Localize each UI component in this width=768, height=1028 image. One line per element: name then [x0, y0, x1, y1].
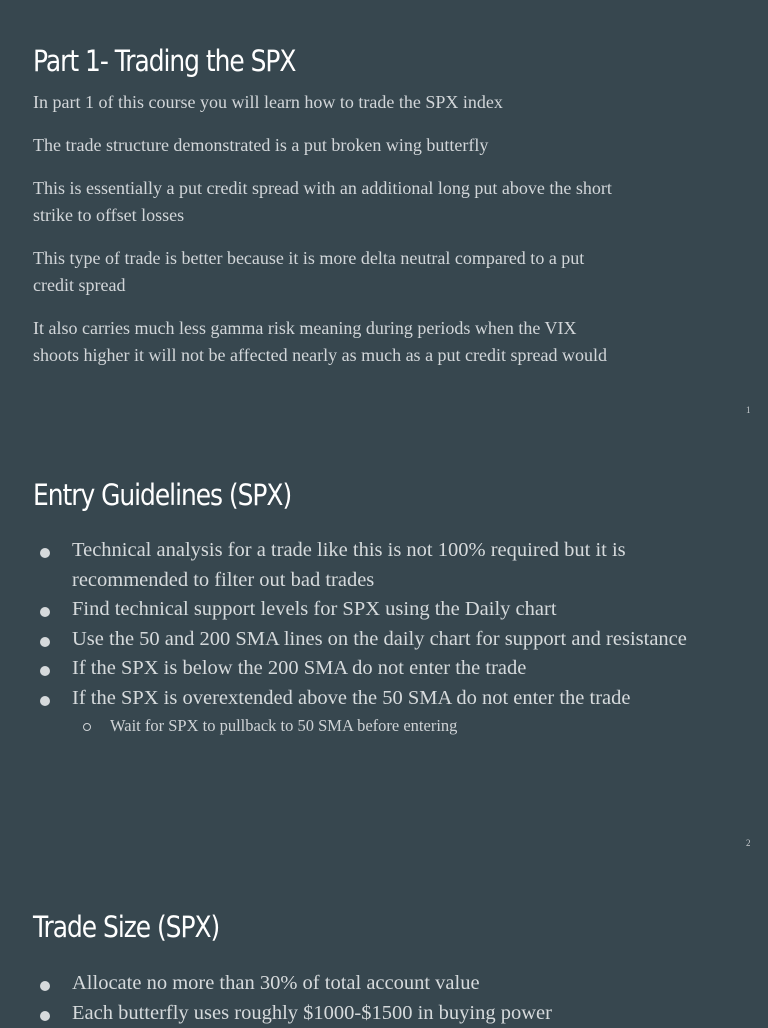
bullet-dot-icon — [40, 637, 50, 647]
list-item — [0, 684, 692, 714]
bullet-text: If the SPX is below the 200 SMA do not enter the trade — [72, 657, 526, 679]
paragraph: This type of trade is better because it is more delta neutral compared to a put credit spread — [33, 245, 623, 298]
paragraph: This is essentially a put credit spread with an additional long put above the short strike to offset losses — [33, 175, 623, 228]
slide-3 — [0, 866, 768, 1024]
paragraph: In part 1 of this course you will learn how to trade the SPX index — [33, 89, 623, 116]
bullet-text: Allocate no more than 30% of total account value — [72, 972, 480, 994]
slide-title: Entry Guidelines (SPX) — [33, 478, 291, 512]
list-item — [0, 654, 692, 684]
page-number: 2 — [746, 838, 751, 848]
bullet-dot-icon — [40, 666, 50, 676]
sub-bullet-text: Wait for SPX to pullback to 50 SMA before entering — [110, 716, 457, 735]
bullet-text: Each butterfly uses roughly $1000-$1500 in buying power — [72, 1002, 552, 1024]
bullet-list — [0, 969, 692, 1028]
bullet-dot-icon — [40, 696, 50, 706]
bullet-dot-icon — [40, 1011, 50, 1021]
bullet-dot-icon — [40, 607, 50, 617]
paragraph: The trade structure demonstrated is a put broken wing butterfly — [33, 132, 623, 159]
bullet-dot-icon — [40, 548, 50, 558]
page-number: 1 — [746, 405, 751, 415]
bullet-text: If the SPX is overextended above the 50 SMA do not enter the trade — [72, 687, 631, 709]
slide-2 — [0, 433, 768, 866]
list-item — [0, 625, 692, 655]
list-item — [0, 969, 692, 999]
bullet-dot-icon — [40, 981, 50, 991]
slide-title: Trade Size (SPX) — [33, 910, 219, 944]
list-item — [0, 595, 692, 625]
paragraph: It also carries much less gamma risk meaning during periods when the VIX shoots higher it will not be affected nearly as much as a put credit spread would — [33, 315, 623, 368]
slide-1 — [0, 0, 768, 433]
list-item — [0, 536, 692, 595]
slide-title: Part 1- Trading the SPX — [33, 44, 295, 78]
bullet-list — [0, 536, 692, 739]
hollow-bullet-icon — [83, 723, 91, 731]
bullet-text: Technical analysis for a trade like this is not 100% required but it is recommended to filter out bad trades — [72, 539, 626, 591]
bullet-text: Use the 50 and 200 SMA lines on the daily chart for support and resistance — [72, 628, 687, 650]
bullet-text: Find technical support levels for SPX using the Daily chart — [72, 598, 557, 620]
sub-list-item — [0, 713, 692, 739]
